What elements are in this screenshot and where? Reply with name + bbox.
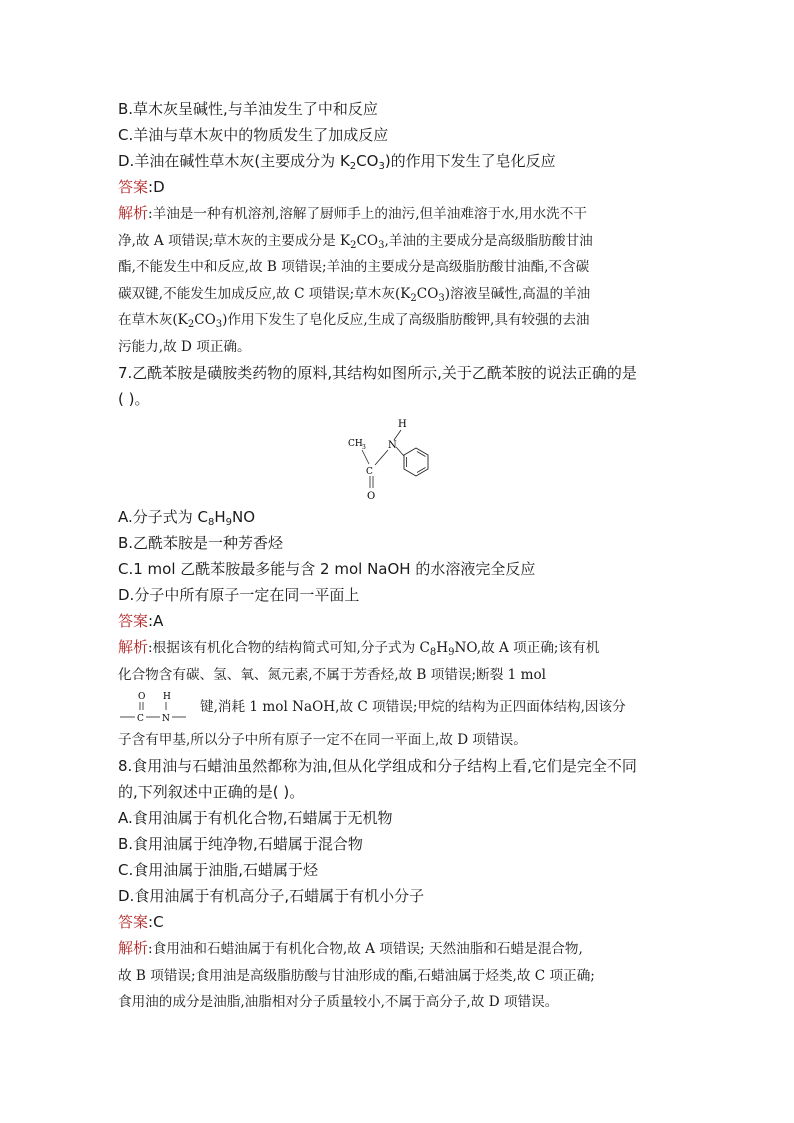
q7-stem: 7.乙酰苯胺是磺胺类药物的原料,其结构如图所示,关于乙酰苯胺的说法正确的是 bbox=[118, 364, 637, 382]
answer-label: 答案 bbox=[118, 612, 149, 630]
analysis-label: 解析 bbox=[118, 638, 149, 656]
q7-option-a: A.分子式为 $C_8H_9NO$ bbox=[118, 508, 256, 528]
struct-ch3-sub: 3 bbox=[362, 444, 366, 451]
q6-option-c: C.羊油与草木灰中的物质发生了加成反应 bbox=[118, 126, 389, 144]
analysis-label: 解析 bbox=[118, 939, 149, 957]
q6-option-d: D.羊油在碱性草木灰(主要成分为 $K_2CO_3$)的作用下发生了皂化反应 bbox=[118, 152, 556, 172]
amide-bond-structure bbox=[118, 689, 198, 727]
q7-answer: 答案:A bbox=[118, 612, 164, 630]
q8-option-c: C.食用油属于油脂,石蜡属于烃 bbox=[118, 861, 319, 879]
q6-analysis: 解析:羊油是一种有机溶剂,溶解了厨师手上的油污,但羊油难溶于水,用水洗不干 净,故 A 项错误;草木灰的主要成分是 $K_2CO_3$,羊油的主要成分是高级脂肪酸甘油 酯,不能发生中和反应,故 B 项错误;羊油的主要成分是高级脂肪酸甘油酯,不含碳 碳双键,不能发生加成反应,故 C 项错误;草木灰$(K_2CO_3)$溶液呈碱性,高温的羊油 在草木灰$(K_2CO_3)$作用下发生了皂化反应,生成了高级脂肪酸钾,具有较强的去油 污能力,故 D 项正确。 bbox=[118, 204, 593, 355]
svg-text:N: N bbox=[162, 713, 170, 724]
answer-label: 答案 bbox=[118, 178, 149, 196]
q8-stem: 8.食用油与石蜡油虽然都称为油,但从化学组成和分子结构上看,它们是完全不同 bbox=[118, 757, 637, 775]
svg-text:O: O bbox=[138, 691, 146, 702]
q8-answer: 答案:C bbox=[118, 913, 164, 931]
struct-ch-label: CH bbox=[348, 439, 363, 449]
q8-stem-cont: 的,下列叙述中正确的是( )。 bbox=[118, 783, 305, 801]
q7-analysis: 解析:根据该有机化合物的结构简式可知,分子式为 $C_8H_9NO$,故 A 项正确;该有机 化合物含有碳、氢、氧、氮元素,不属于芳香烃,故 B 项错误;断裂 1 mol O H C N 键,消耗 1 mol NaOH,故 C 项错误;甲烷的结构为正四面体结构,因该分 子含有甲基,所以分子中所有原子一定不在同一平面上,故 D 项错误。 bbox=[118, 638, 626, 748]
q7-option-d: D.分子中所有原子一定在同一平面上 bbox=[118, 586, 360, 604]
q7-option-b: B.乙酰苯胺是一种芳香烃 bbox=[118, 534, 284, 552]
q8-option-a: A.食用油属于有机化合物,石蜡属于无机物 bbox=[118, 809, 393, 827]
q7-stem-blank: ( )。 bbox=[118, 390, 150, 408]
answer-label: 答案 bbox=[118, 913, 149, 931]
document-page bbox=[118, 96, 678, 1016]
struct-h-label: H bbox=[398, 419, 407, 430]
struct-n-label: N bbox=[388, 440, 397, 451]
acetanilide-structure bbox=[348, 416, 448, 504]
q6-option-b: B.草木灰呈碱性,与羊油发生了中和反应 bbox=[118, 100, 378, 118]
q8-option-b: B.食用油属于纯净物,石蜡属于混合物 bbox=[118, 835, 363, 853]
q6-answer: 答案:D bbox=[118, 178, 165, 196]
analysis-label: 解析 bbox=[118, 204, 149, 222]
struct-o-label: O bbox=[367, 491, 376, 502]
q8-option-d: D.食用油属于有机高分子,石蜡属于有机小分子 bbox=[118, 887, 425, 905]
svg-text:C: C bbox=[137, 713, 144, 724]
svg-text:H: H bbox=[163, 691, 171, 702]
q7-option-c: C.1 mol 乙酰苯胺最多能与含 2 mol NaOH 的水溶液完全反应 bbox=[118, 560, 536, 578]
struct-c-label: C bbox=[366, 467, 373, 477]
q8-analysis: 解析:食用油和石蜡油属于有机化合物,故 A 项错误; 天然油脂和石蜡是混合物, 故 B 项错误;食用油是高级脂肪酸与甘油形成的酯,石蜡油属于烃类,故 C 项正确; 食用油的成分是油脂,油脂相对分子质量较小,不属于高分子,故 D 项错误。 bbox=[118, 939, 595, 1010]
